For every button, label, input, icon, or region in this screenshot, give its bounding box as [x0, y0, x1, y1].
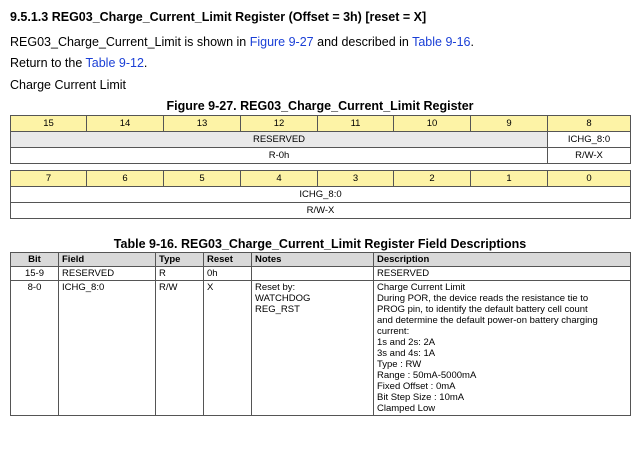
cell-description: [374, 281, 631, 416]
header-description: Description: [374, 253, 631, 267]
cell-field: ICHG_8:0: [59, 281, 156, 416]
description-line: current:: [377, 326, 410, 337]
reserved-access: R-0h: [11, 148, 548, 164]
bit-number: 10: [394, 116, 471, 132]
register-subtitle: Charge Current Limit: [10, 78, 127, 92]
bit-number: 13: [164, 116, 241, 132]
bit-number: 3: [318, 171, 394, 187]
description-line: During POR, the device reads the resistance tie to: [377, 293, 589, 304]
cell-reset: X: [204, 281, 252, 416]
bit-number: 15: [11, 116, 87, 132]
bit-number: 2: [394, 171, 471, 187]
field-description-table: [10, 252, 631, 416]
notes-line: WATCHDOG: [255, 293, 311, 304]
header-notes: Notes: [252, 253, 374, 267]
intro-middle: and described in: [313, 35, 413, 49]
notes-line: REG_RST: [255, 304, 300, 315]
upper-access-row: [11, 148, 631, 164]
ichg-access-low: R/W-X: [11, 203, 631, 219]
header-bit: Bit: [11, 253, 59, 267]
header-field: Field: [59, 253, 156, 267]
table-link[interactable]: Table 9-16: [412, 35, 471, 49]
figure-link[interactable]: Figure 9-27: [249, 35, 314, 49]
bit-number: 14: [87, 116, 164, 132]
description-line: PROG pin, to identify the default battery cell count: [377, 304, 588, 315]
section-heading: 9.5.1.3 REG03_Charge_Current_Limit Register (Offset = 3h) [reset = X]: [10, 10, 427, 24]
lower-access-row: [11, 203, 631, 219]
upper-bit-numbers-row: [11, 116, 631, 132]
cell-type: R/W: [156, 281, 204, 416]
description-line: 1s and 2s: 2A: [377, 337, 436, 348]
description-line: Clamped Low: [377, 403, 436, 414]
bit-number: 1: [471, 171, 548, 187]
intro-suffix: .: [470, 35, 474, 49]
description-line: RESERVED: [377, 268, 430, 279]
description-line: and determine the default power-on battery charging: [377, 315, 598, 326]
cell-notes: [252, 267, 374, 281]
return-suffix: .: [143, 56, 148, 70]
register-upper-byte: [10, 115, 631, 164]
lower-field-row: [11, 187, 631, 203]
table-header-row: [11, 253, 631, 267]
description-line: Bit Step Size : 10mA: [377, 392, 465, 403]
table-title: Table 9-16. REG03_Charge_Current_Limit Register Field Descriptions: [113, 237, 527, 251]
ichg-field-low: ICHG_8:0: [11, 187, 631, 203]
bit-number: 12: [241, 116, 318, 132]
description-line: Fixed Offset : 0mA: [377, 381, 456, 392]
cell-field: RESERVED: [59, 267, 156, 281]
table-row: [11, 281, 631, 416]
header-reset: Reset: [204, 253, 252, 267]
bit-number: 9: [471, 116, 548, 132]
bit-number: 4: [241, 171, 318, 187]
intro-paragraph: [10, 35, 474, 49]
return-table-link[interactable]: Table 9-12: [85, 56, 144, 70]
bit-number: 5: [164, 171, 241, 187]
ichg-access-high: R/W-X: [548, 148, 631, 164]
cell-bit: 15-9: [11, 267, 59, 281]
register-lower-byte: [10, 170, 631, 219]
upper-field-row: [11, 132, 631, 148]
cell-type: R: [156, 267, 204, 281]
table-row: [11, 267, 631, 281]
bit-number: 8: [548, 116, 631, 132]
return-paragraph: [10, 56, 147, 70]
return-prefix: Return to the: [10, 56, 86, 70]
description-line: Charge Current Limit: [377, 282, 466, 293]
bit-number: 11: [318, 116, 394, 132]
intro-prefix: REG03_Charge_Current_Limit is shown in: [10, 35, 250, 49]
lower-bit-numbers-row: [11, 171, 631, 187]
description-line: 3s and 4s: 1A: [377, 348, 436, 359]
description-line: Range : 50mA-5000mA: [377, 370, 477, 381]
bit-number: 6: [87, 171, 164, 187]
description-line: Type : RW: [377, 359, 422, 370]
cell-bit: 8-0: [11, 281, 59, 416]
reserved-field: RESERVED: [11, 132, 548, 148]
bit-number: 7: [11, 171, 87, 187]
cell-notes: [252, 281, 374, 416]
cell-description: [374, 267, 631, 281]
header-type: Type: [156, 253, 204, 267]
notes-line: Reset by:: [255, 282, 296, 293]
cell-reset: 0h: [204, 267, 252, 281]
ichg-field-high: ICHG_8:0: [548, 132, 631, 148]
figure-title: Figure 9-27. REG03_Charge_Current_Limit Register: [166, 99, 474, 113]
bit-number: 0: [548, 171, 631, 187]
